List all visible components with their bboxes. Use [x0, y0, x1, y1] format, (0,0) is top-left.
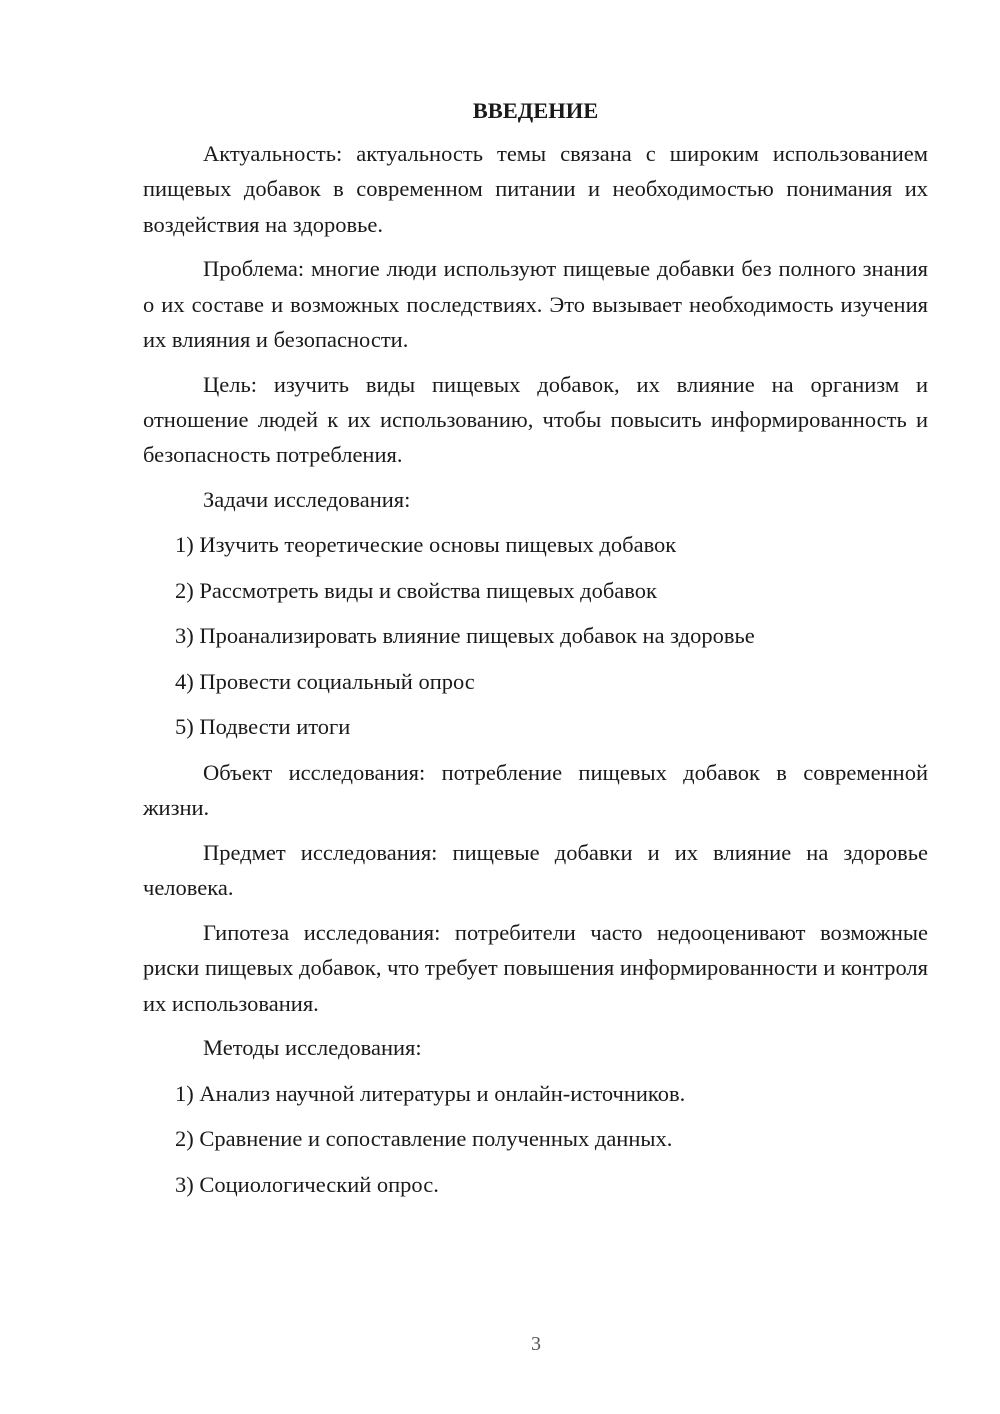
problem-paragraph: Проблема: многие люди используют пищевые добавки без полного знания о их составе и возможных последствиях. Это вызывает необходимость изучения их влияния и безопасности. — [143, 256, 928, 352]
tasks-list — [143, 527, 928, 744]
page-content — [143, 93, 928, 1212]
hypothesis-paragraph: Гипотеза исследования: потребители часто недооценивают возможные риски пищевых добавок, что требует повышения информированности и контроля их использования. — [143, 920, 928, 1016]
list-item: 3) Социологический опрос. — [175, 1171, 439, 1197]
tasks-label: Задачи исследования: — [203, 487, 411, 513]
list-item: 1) Анализ научной литературы и онлайн-источников. — [175, 1080, 686, 1106]
methods-label: Методы исследования: — [203, 1035, 422, 1061]
page-number: 3 — [531, 1333, 541, 1355]
section-heading: ВВЕДЕНИЕ — [472, 98, 599, 123]
list-item: 2) Сравнение и сопоставление полученных данных. — [175, 1126, 673, 1152]
list-item: 4) Провести социальный опрос — [175, 668, 475, 694]
relevance-paragraph: Актуальность: актуальность темы связана с широким использованием пищевых добавок в современном питании и необходимостью понимания их воздействия на здоровье. — [143, 141, 928, 237]
goal-paragraph: Цель: изучить виды пищевых добавок, их влияние на организм и отношение людей к их использованию, чтобы повысить информированность и безопасность потребления. — [143, 371, 928, 468]
list-item: 3) Проанализировать влияние пищевых добавок на здоровье — [175, 623, 755, 649]
list-item: 5) Подвести итоги — [175, 714, 351, 740]
subject-paragraph: Предмет исследования: пищевые добавки и их влияние на здоровье человека. — [143, 839, 928, 901]
list-item: 2) Рассмотреть виды и свойства пищевых добавок — [175, 577, 657, 603]
object-paragraph: Объект исследования: потребление пищевых добавок в современной жизни. — [143, 759, 928, 821]
methods-list — [143, 1076, 928, 1202]
list-item: 1) Изучить теоретические основы пищевых добавок — [175, 532, 677, 558]
